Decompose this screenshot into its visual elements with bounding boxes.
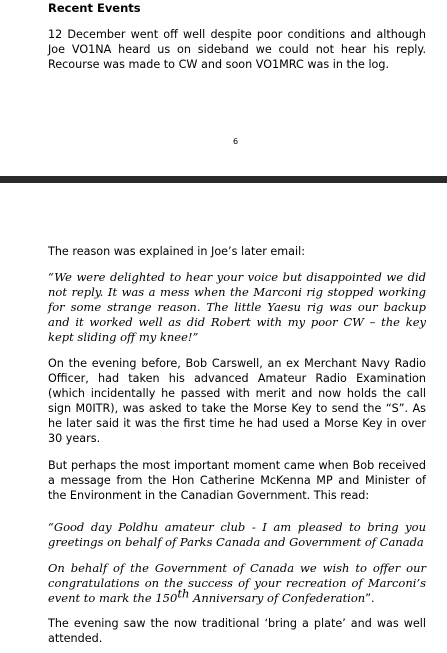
evening-paragraph: The evening saw the now traditional ‘bring a plate’ and was well attended. <box>48 617 426 645</box>
section-heading: Recent Events <box>48 1 141 15</box>
quote-closing-mark: ”. <box>365 592 375 605</box>
intro-paragraph: The reason was explained in Joe’s later email: <box>48 245 306 258</box>
minister-quote-greeting: “Good day Poldhu amateur club - I am pleased to bring you greetings on behalf of Parks Canada and Government of Canada <box>48 520 426 549</box>
quote-text-after: Anniversary of Confederation <box>189 591 366 605</box>
minister-quote-congratulations <box>48 561 426 606</box>
recent-events-paragraph: 12 December went off well despite poor conditions and although Joe VO1NA heard us on sideband we could not hear his reply. Recourse was made to CW and soon VO1MRC was in the log. <box>48 28 426 71</box>
joe-email-quote: “We were delighted to hear your voice but disappointed we did not reply. It was a mess when the Marconi rig stopped working for some strange reason. The little Yaesu rig was our backup and it worked well as did Robert with my poor CW – the key kept sliding off my knee!” <box>48 270 426 344</box>
minister-message-paragraph: But perhaps the most important moment came when Bob received a message from the Hon Catherine McKenna MP and Minister of the Environment in the Canadian Government. This read: <box>48 459 426 502</box>
page-number: 6 <box>233 137 239 146</box>
page-divider <box>0 176 447 183</box>
quote-text-before: On behalf of the Government of Canada we wish to offer our congratulations on the success of your recreation of Marconi’s event to mark the 150 <box>48 561 426 605</box>
ordinal-suffix: th <box>177 586 190 601</box>
bob-carswell-paragraph: On the evening before, Bob Carswell, an ex Merchant Navy Radio Officer, had taken his advanced Amateur Radio Examination (which incidentally he passed with merit and now holds the call sign M0ITR), was asked to take the Morse Key to send the “S”. As he later said it was the first time he had used a Morse Key in over 30 years. <box>48 357 426 445</box>
